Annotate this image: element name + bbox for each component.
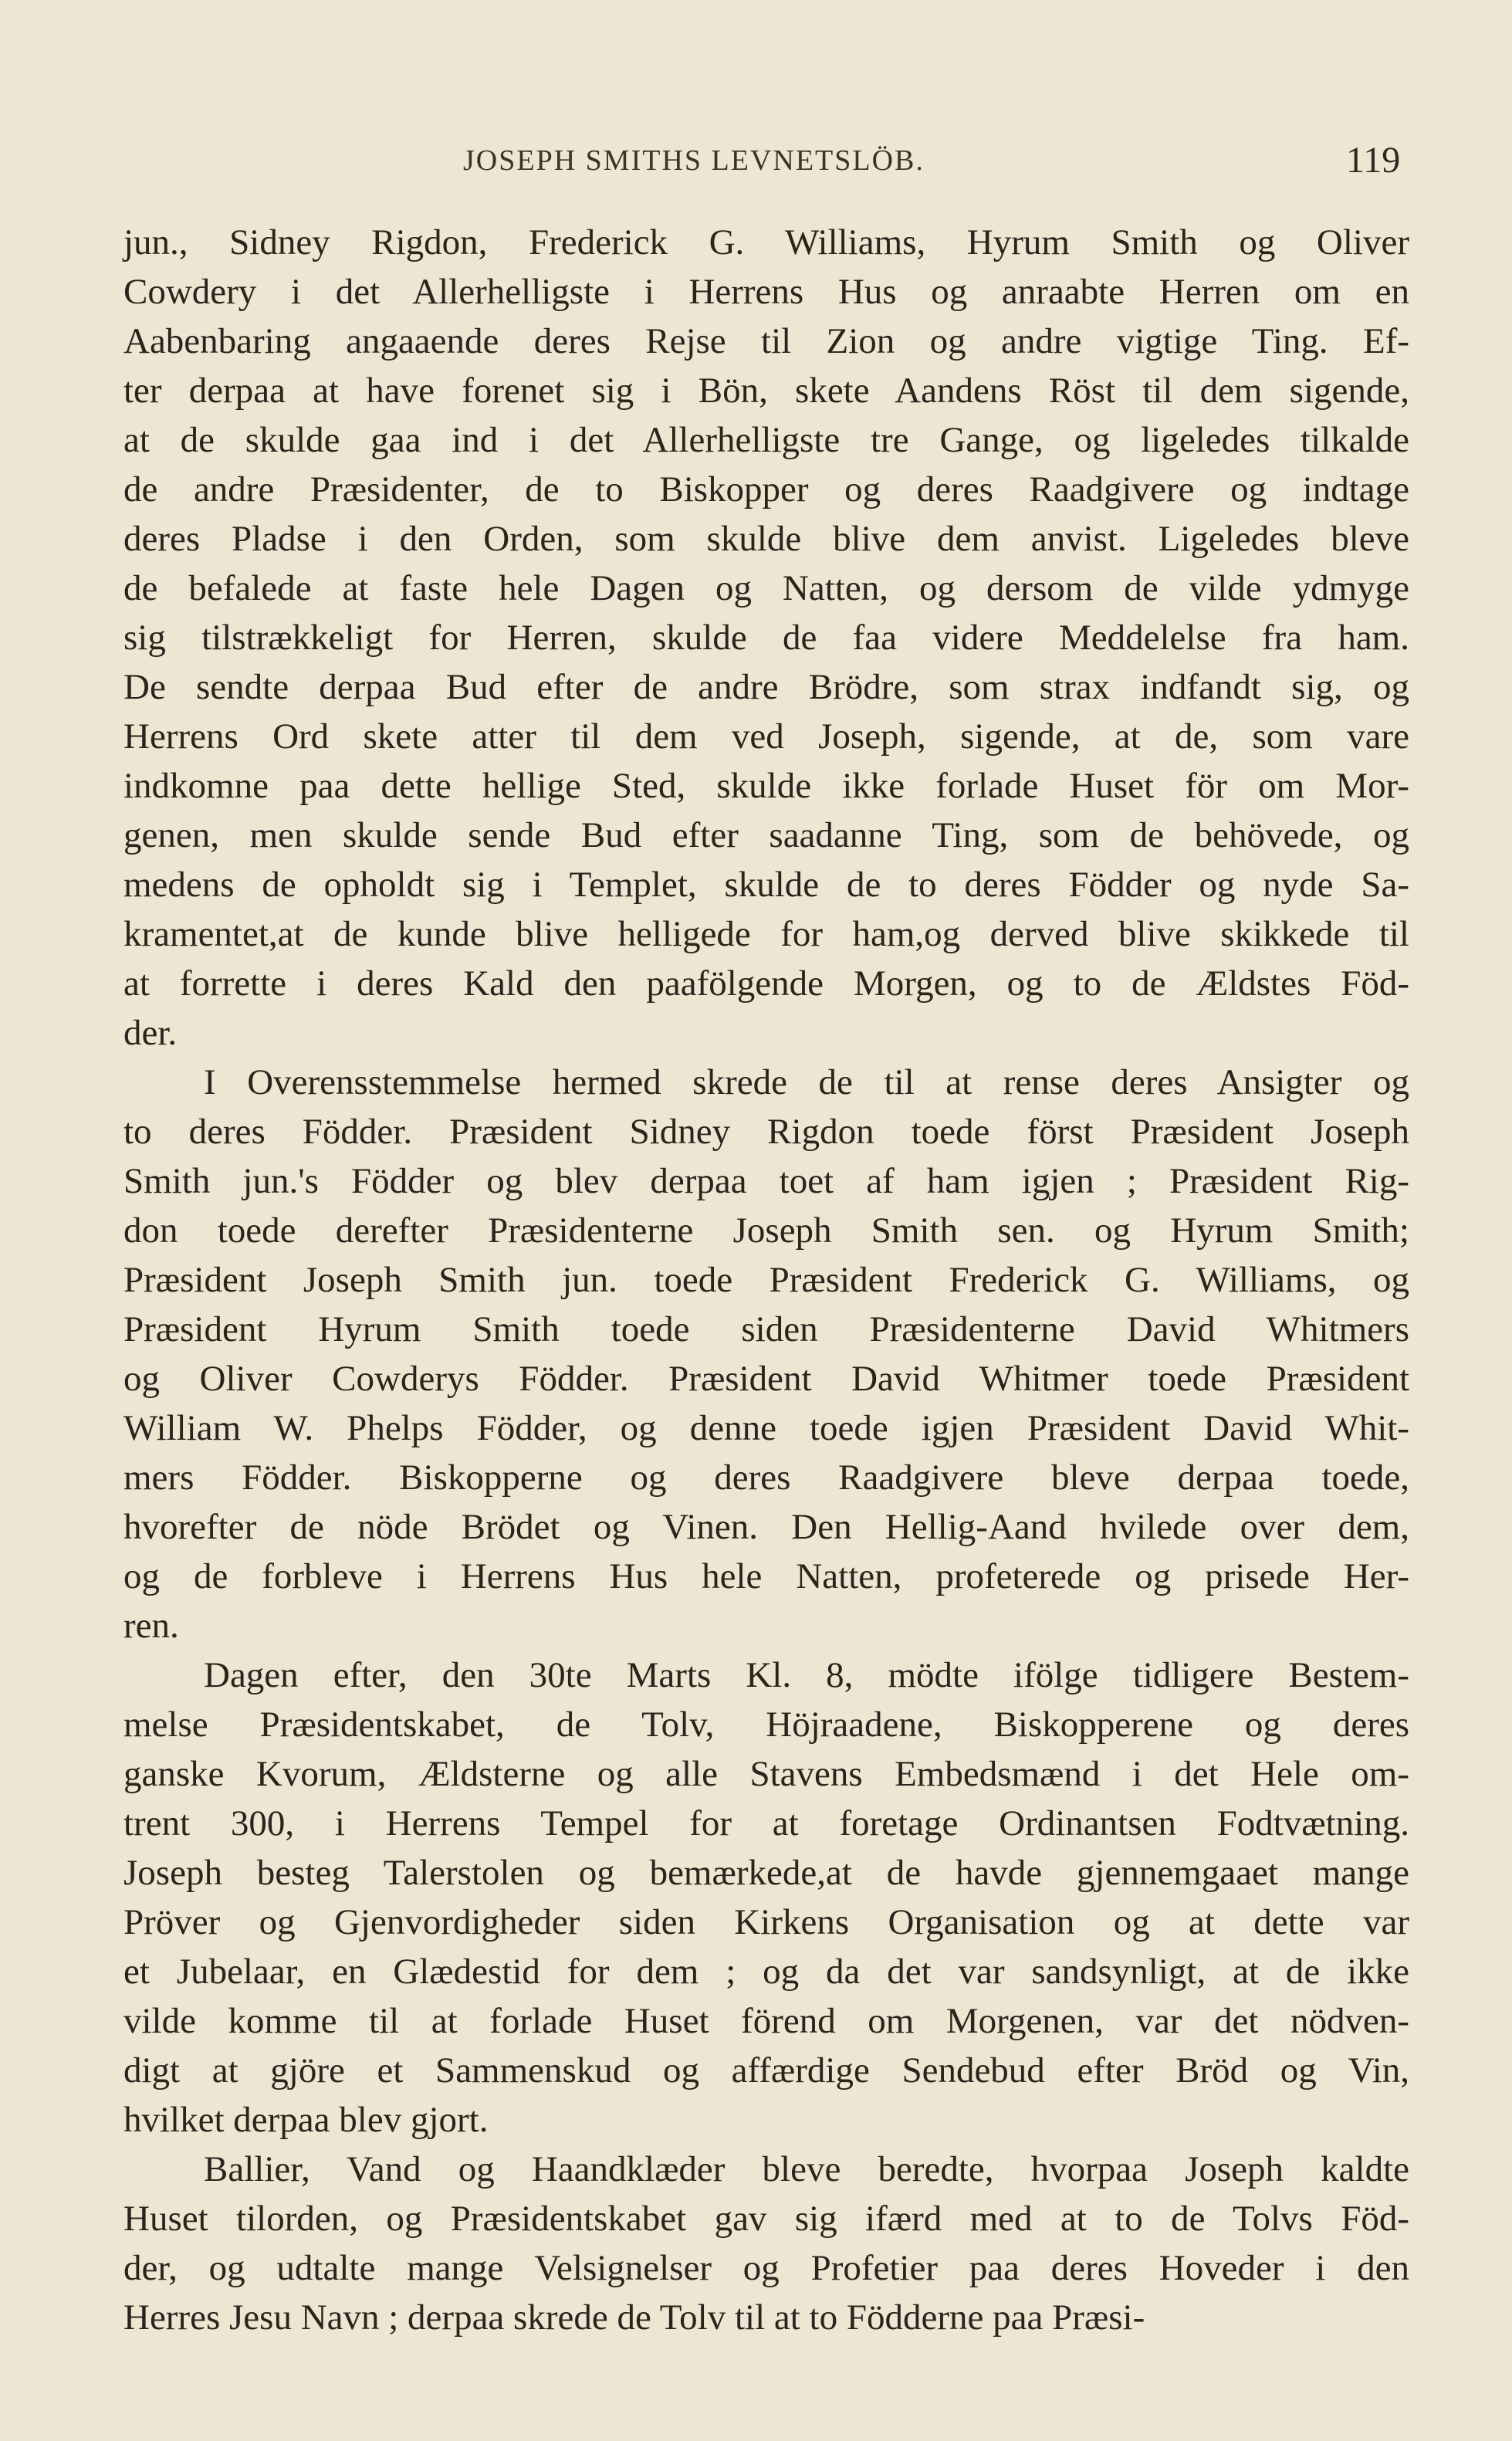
- text-line: der.: [123, 1013, 178, 1053]
- page-number: 119: [1346, 140, 1401, 181]
- text-line: hvorefter de nöde Brödet og Vinen. Den Hellig-Aand hvilede over dem,: [123, 1507, 1409, 1547]
- text-line: at de skulde gaa ind i det Allerhelligste tre Gange, og ligeledes tilkalde: [123, 420, 1409, 460]
- text-line: Præsident Hyrum Smith toede siden Præsidenterne David Whitmers: [123, 1309, 1409, 1349]
- text-line: Cowdery i det Allerhelligste i Herrens Hus og anraabte Herren om en: [123, 272, 1409, 312]
- text-line: Ballier, Vand og Haandklæder bleve beredte, hvorpaa Joseph kaldte: [204, 2149, 1409, 2189]
- text-line: Aabenbaring angaaende deres Rejse til Zion og andre vigtige Ting. Ef-: [123, 321, 1409, 361]
- text-line: jun., Sidney Rigdon, Frederick G. Williams, Hyrum Smith og Oliver: [123, 222, 1409, 262]
- text-line: deres Pladse i den Orden, som skulde blive dem anvist. Ligeledes bleve: [123, 519, 1409, 559]
- text-line: to deres Födder. Præsident Sidney Rigdon toede först Præsident Joseph: [123, 1112, 1409, 1152]
- text-line: de befalede at faste hele Dagen og Natten, og dersom de vilde ydmyge: [123, 568, 1409, 608]
- text-line: De sendte derpaa Bud efter de andre Brödre, som strax indfandt sig, og: [123, 667, 1409, 707]
- text-line: og de forbleve i Herrens Hus hele Natten, profeterede og prisede Her-: [123, 1556, 1409, 1596]
- text-line: trent 300, i Herrens Tempel for at foretage Ordinantsen Fodtvætning.: [123, 1803, 1409, 1843]
- text-line: mers Födder. Biskopperne og deres Raadgivere bleve derpaa toede,: [123, 1457, 1409, 1498]
- text-line: Herres Jesu Navn ; derpaa skrede de Tolv til at to Födderne paa Præsi-: [123, 2297, 1145, 2338]
- text-line: de andre Præsidenter, de to Biskopper og deres Raadgivere og indtage: [123, 469, 1409, 510]
- text-line: at forrette i deres Kald den paafölgende Morgen, og to de Ældstes Föd-: [123, 963, 1409, 1004]
- text-line: medens de opholdt sig i Templet, skulde de to deres Födder og nyde Sa-: [123, 865, 1409, 905]
- text-line: Huset tilorden, og Præsidentskabet gav sig ifærd med at to de Tolvs Föd-: [123, 2199, 1409, 2239]
- text-line: ganske Kvorum, Ældsterne og alle Stavens Embedsmænd i det Hele om-: [123, 1754, 1409, 1794]
- text-line: hvilket derpaa blev gjort.: [123, 2100, 489, 2140]
- text-line: Præsident Joseph Smith jun. toede Præsident Frederick G. Williams, og: [123, 1260, 1409, 1300]
- text-line: Smith jun.'s Födder og blev derpaa toet af ham igjen ; Præsident Rig-: [123, 1161, 1409, 1201]
- text-line: Joseph besteg Talerstolen og bemærkede,at de havde gjennemgaaet mange: [123, 1853, 1409, 1893]
- text-line: William W. Phelps Födder, og denne toede igjen Præsident David Whit-: [123, 1408, 1409, 1448]
- text-line: don toede derefter Præsidenterne Joseph Smith sen. og Hyrum Smith;: [123, 1210, 1409, 1251]
- running-title: JOSEPH SMITHS LEVNETSLÖB.: [463, 144, 925, 177]
- text-line: et Jubelaar, en Glædestid for dem ; og da det var sandsynligt, at de ikke: [123, 1952, 1409, 1992]
- text-line: kramentet,at de kunde blive helligede for ham,og derved blive skikkede til: [123, 914, 1409, 954]
- text-line: vilde komme til at forlade Huset förend om Morgenen, var det nödven-: [123, 2001, 1409, 2041]
- text-line: digt at gjöre et Sammenskud og affærdige Sendebud efter Bröd og Vin,: [123, 2050, 1409, 2091]
- text-line: Dagen efter, den 30te Marts Kl. 8, mödte ifölge tidligere Bestem-: [204, 1655, 1409, 1695]
- text-line: I Overensstemmelse hermed skrede de til at rense deres Ansigter og: [204, 1062, 1409, 1102]
- text-line: Herrens Ord skete atter til dem ved Joseph, sigende, at de, som vare: [123, 716, 1409, 757]
- text-line: Pröver og Gjenvordigheder siden Kirkens Organisation og at dette var: [123, 1902, 1409, 1942]
- text-line: melse Præsidentskabet, de Tolv, Höjraadene, Biskopperene og deres: [123, 1705, 1409, 1745]
- text-line: der, og udtalte mange Velsignelser og Profetier paa deres Hoveder i den: [123, 2248, 1409, 2288]
- text-line: og Oliver Cowderys Födder. Præsident David Whitmer toede Præsident: [123, 1359, 1409, 1399]
- text-line: ter derpaa at have forenet sig i Bön, skete Aandens Röst til dem sigende,: [123, 371, 1409, 411]
- text-line: genen, men skulde sende Bud efter saadanne Ting, som de behövede, og: [123, 815, 1409, 855]
- text-line: sig tilstrækkeligt for Herren, skulde de faa videre Meddelelse fra ham.: [123, 618, 1409, 658]
- body-text: [123, 218, 1409, 2342]
- text-line: indkomne paa dette hellige Sted, skulde ikke forlade Huset för om Mor-: [123, 766, 1409, 806]
- text-line: ren.: [123, 1606, 179, 1646]
